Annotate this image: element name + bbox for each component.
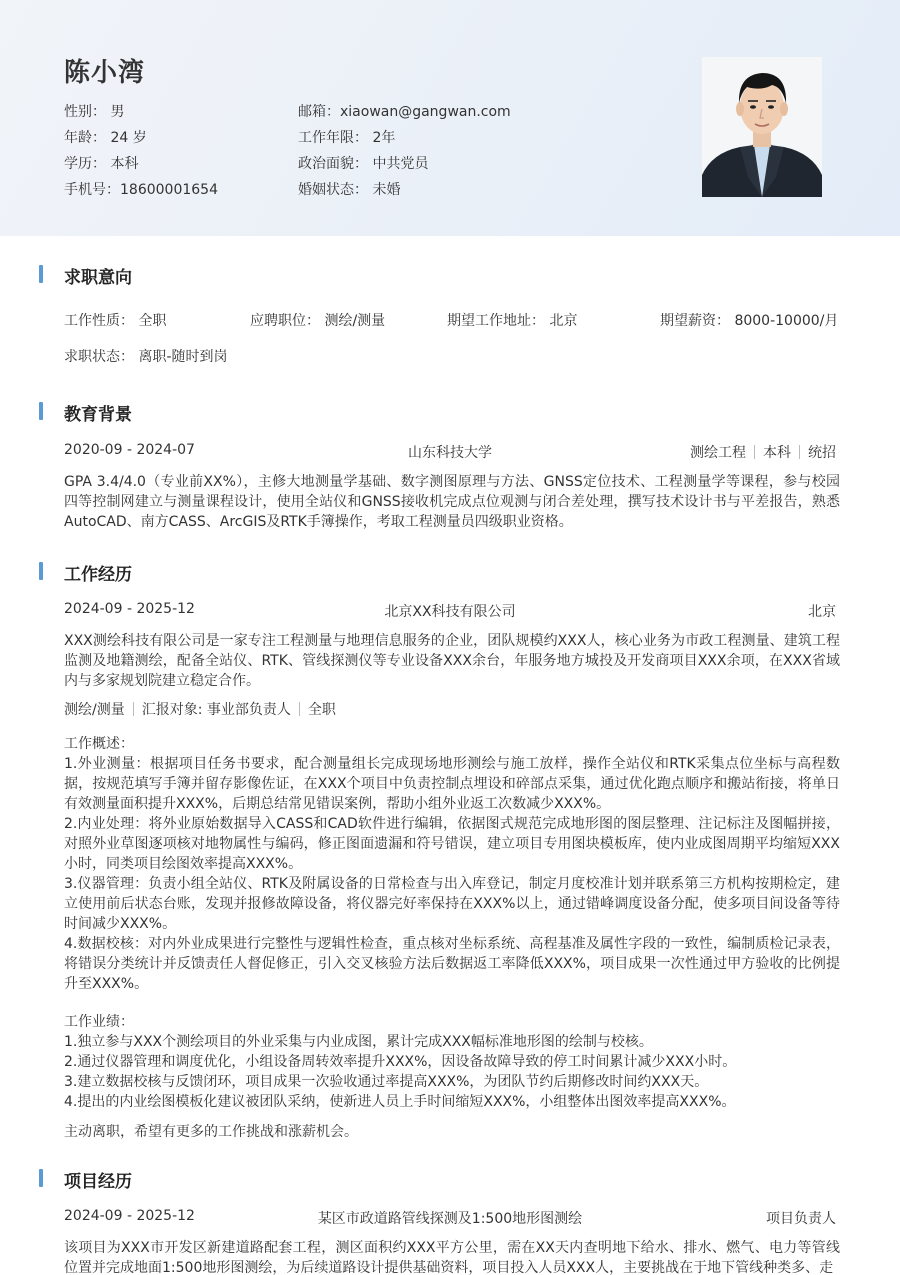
achievement-item: 1.独立参与XXX个测绘项目的外业采集与内业成图，累计完成XXX幅标准地形图的绘制与校核。 [64,1034,653,1050]
work-achievements [64,1012,840,1112]
education-major: 测绘工程 [690,445,746,461]
divider [299,702,300,716]
work-period: 2024-09 - 2025-12 [64,601,195,617]
project-period: 2024-09 - 2025-12 [64,1208,195,1224]
education-school: 山东科技大学 [408,445,492,461]
project-role: 项目负责人 [766,1211,836,1227]
achievement-item: 4.提出的内业绘图模板化建议被团队采纳，使新进人员上手时间缩短XXX%，小组整体出图效率提高XXX%。 [64,1094,736,1110]
intent-salary: 期望薪资： 8000-10000/月 [660,313,839,329]
divider [754,445,755,459]
political-status-field: 政治面貌： 中共党员 [298,156,429,172]
education-degree: 本科 [763,445,791,461]
work-tags [64,699,336,719]
education-field: 学历： 本科 [64,156,139,172]
overview-item: 2.内业处理：将外业原始数据导入CASS和CAD软件进行编辑，依据图式规范完成地形图的图层整理、注记标注及图幅拼接，对照外业草图逐项核对地物属性与编码，修正图面遗漏和符号错误，建立项目专用图块模板库，使内业成图周期平均缩短XXX小时，同类项目绘图效率提高XXX%。 [64,816,840,872]
section-title-intent: 求职意向 [64,268,132,288]
divider [133,702,134,716]
candidate-name: 陈小湾 [64,58,146,88]
work-overview [64,734,840,994]
leave-reason: 主动离职，希望有更多的工作挑战和涨薪机会。 [64,1124,358,1140]
work-company: 北京XX科技有限公司 [384,604,516,620]
work-job-type: 全职 [307,702,336,718]
work-report-to: 汇报对象: 事业部负责人 [141,702,291,718]
email-field[interactable]: 邮箱：xiaowan@gangwan.com [298,104,511,120]
project-description: 该项目为XXX市开发区新建道路配套工程，测区面积约XXX平方公里，需在XX天内查明地下给水、排水、燃气、电力等管线位置并完成地面1:500地形图测绘，为后续道路设计提供基础资料，项目投入人员XXX人，主要挑战在于地下管线种类多、走 [64,1240,840,1275]
age-field: 年龄： 24 岁 [64,130,147,146]
divider [799,445,800,459]
work-years-field: 工作年限： 2年 [298,130,396,146]
portrait-icon [702,57,822,197]
avatar-photo [702,57,822,197]
section-accent-bar [39,562,43,580]
section-title-work: 工作经历 [64,565,132,585]
intent-nature: 工作性质： 全职 [64,313,167,329]
achievement-title: 工作业绩： [64,1014,134,1030]
education-type: 统招 [808,445,836,461]
section-accent-bar [39,265,43,283]
project-name: 某区市政道路管线探测及1:500地形图测绘 [317,1211,583,1227]
overview-title: 工作概述： [64,736,134,752]
section-title-education: 教育背景 [64,405,132,425]
section-accent-bar [39,402,43,420]
intent-location: 期望工作地址： 北京 [447,313,578,329]
intent-position: 应聘职位： 测绘/测量 [250,313,386,329]
education-period: 2020-09 - 2024-07 [64,442,195,458]
achievement-item: 3.建立数据校核与反馈闭环，项目成果一次验收通过率提高XXX%，为团队节约后期修改时间约XXX天。 [64,1074,709,1090]
gender-field: 性别： 男 [64,104,125,120]
overview-item: 3.仪器管理：负责小组全站仪、RTK及附属设备的日常检查与出入库登记，制定月度校准计划并联系第三方机构按期检定，建立使用前后状态台账，发现并报修故障设备，将仪器完好率保持在XXX%以上，通过错峰调度设备分配，使多项目间设备等待时间减少XXX%。 [64,876,840,932]
resume-header [0,0,900,236]
work-role: 测绘/测量 [64,702,125,718]
phone-field: 手机号：18600001654 [64,182,218,198]
overview-item: 1.外业测量：根据项目任务书要求，配合测量组长完成现场地形测绘与施工放样，操作全站仪和RTK采集点位坐标与高程数据，按规范填写手簿并留存影像佐证，在XXX个项目中负责控制点埋设和碎部点采集，通过优化跑点顺序和搬站衔接，将单日有效测量面积提升XXX%，后期总结常见错误案例，帮助小组外业返工次数减少XXX%。 [64,756,840,812]
education-details [540,442,836,462]
marital-status-field: 婚姻状态： 未婚 [298,182,401,198]
education-description: GPA 3.4/4.0（专业前XX%），主修大地测量学基础、数字测图原理与方法、GNSS定位技术、工程测量学等课程，参与校园四等控制网建立与测量课程设计，使用全站仪和GNSS接收机完成点位观测与闭合差处理，撰写技术设计书与平差报告，熟悉AutoCAD、南方CASS、ArcGIS及RTK手簿操作，考取工程测量员四级职业资格。 [64,474,840,530]
overview-item: 4.数据校核：对内外业成果进行完整性与逻辑性检查，重点核对坐标系统、高程基准及属性字段的一致性，编制质检记录表，将错误分类统计并反馈责任人督促修正，引入交叉核验方法后数据返工率降低XXX%，项目成果一次性通过甲方验收的比例提升至XXX%。 [64,936,840,992]
work-city: 北京 [808,604,836,620]
section-accent-bar [39,1169,43,1187]
intent-status: 求职状态： 离职-随时到岗 [64,349,228,365]
company-description: XXX测绘科技有限公司是一家专注工程测量与地理信息服务的企业，团队规模约XXX人，核心业务为市政工程测量、建筑工程监测及地籍测绘，配备全站仪、RTK、管线探测仪等专业设备XXX余台，年服务地方城投及开发商项目XXX余项，在XXX省域内与多家规划院建立稳定合作。 [64,633,840,689]
section-title-project: 项目经历 [64,1172,132,1192]
achievement-item: 2.通过仪器管理和调度优化，小组设备周转效率提升XXX%，因设备故障导致的停工时间累计减少XXX小时。 [64,1054,737,1070]
